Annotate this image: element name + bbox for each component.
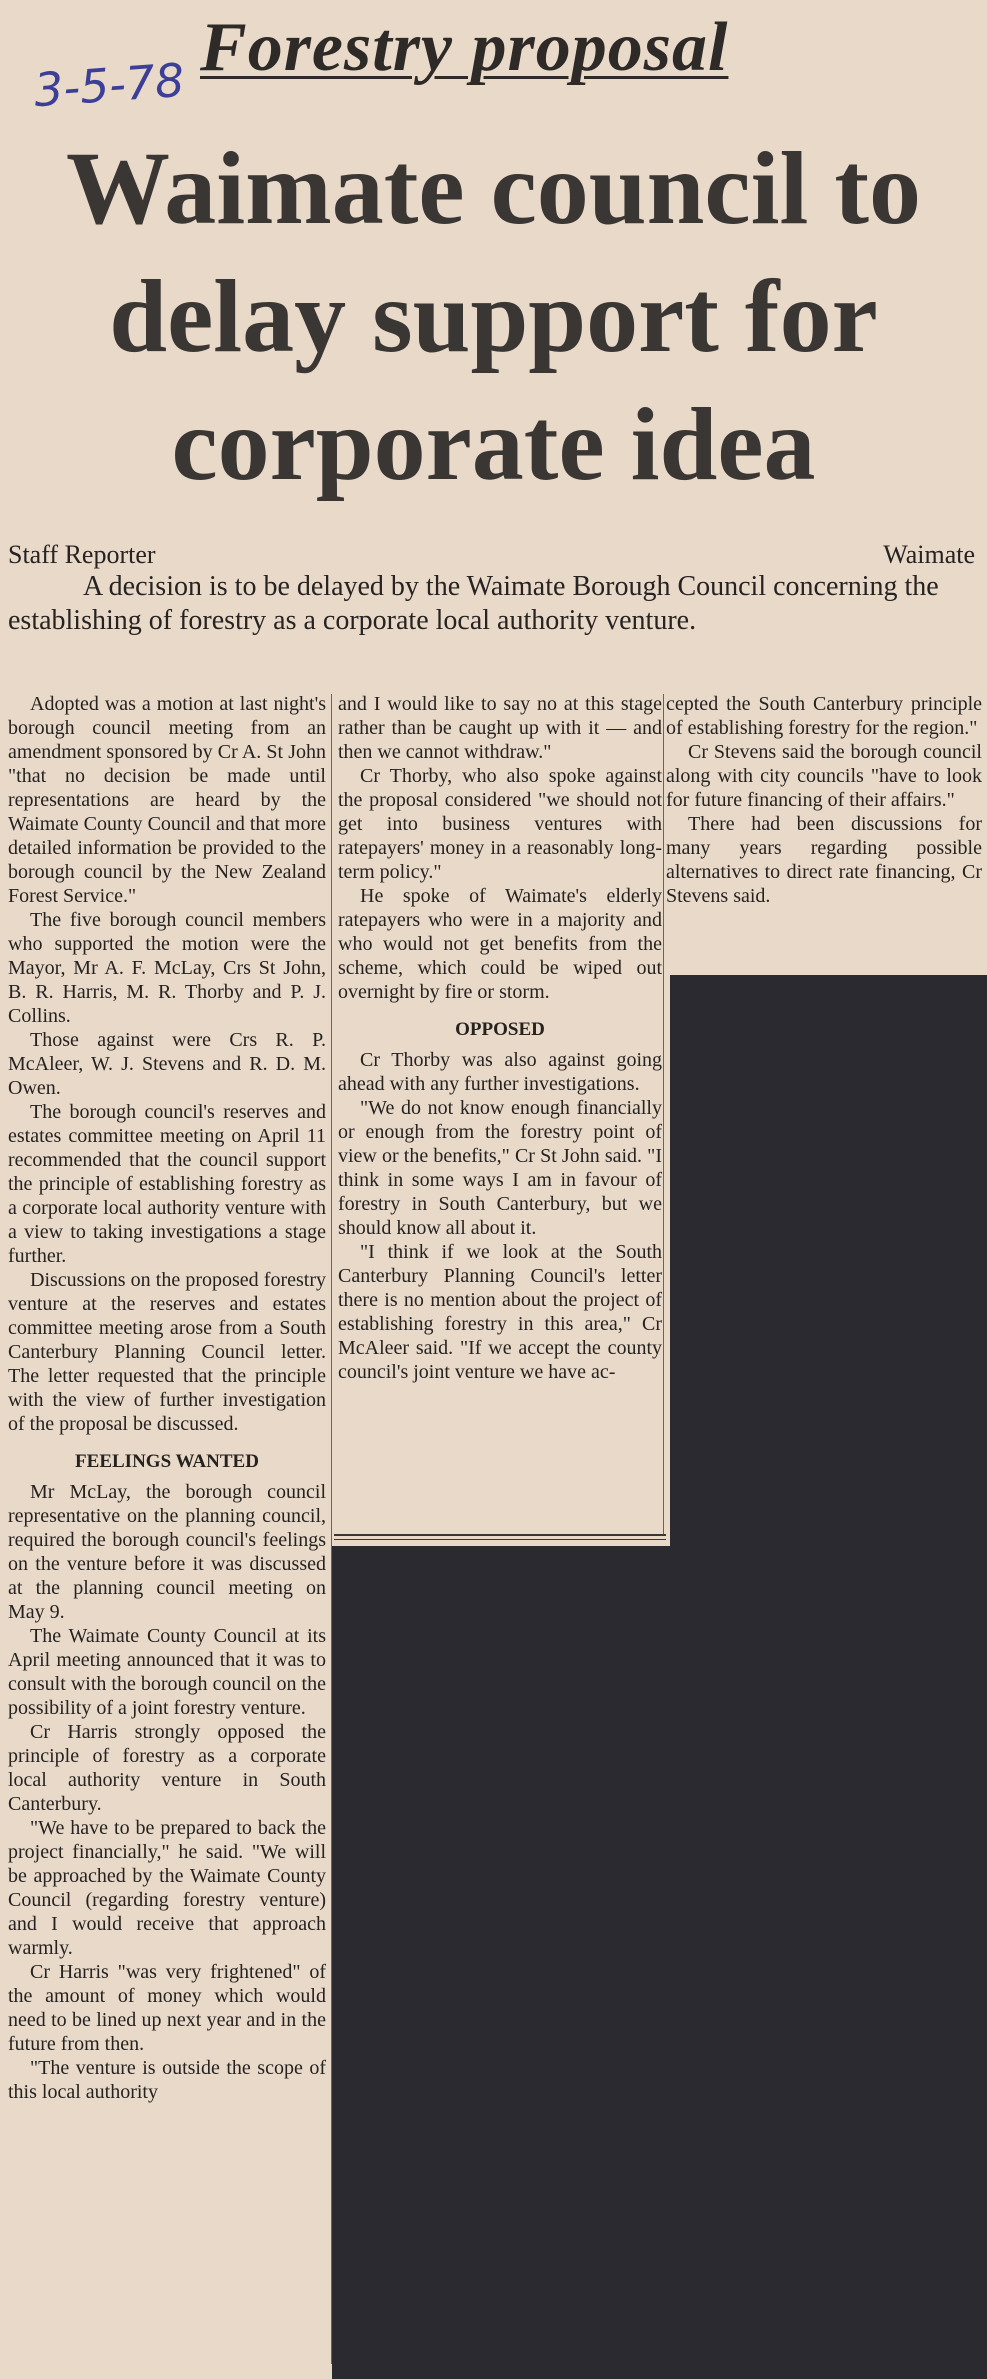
intro-paragraph: A decision is to be delayed by the Waimate Borough Council concerning the establishing of forestry as a corporate local authority venture. (8, 571, 939, 636)
byline-reporter: Staff Reporter (8, 540, 156, 569)
column-separator (331, 694, 332, 2364)
paragraph: The borough council's reserves and estates committee meeting on April 11 recommended that the council support the principle of establishing forestry as a corporate local authority venture with a view to taking investigations a stage further. (8, 1101, 326, 1267)
article-column-1 (8, 692, 326, 2104)
paragraph: Discussions on the proposed forestry venture at the reserves and estates committee meeting arose from a South Canterbury Planning Council letter. The letter requested that the principle with the view of further investigation of the proposal be discussed. (8, 1269, 326, 1435)
paragraph: Adopted was a motion at last night's borough council meeting from an amendment sponsored by Cr A. St John "that no decision be made until representations are heard by the Waimate County Council and that more detailed information be provided to the borough council by the New Zealand Forest Service." (8, 693, 326, 907)
paragraph: Cr Harris strongly opposed the principle of forestry as a corporate local authority venture in South Canterbury. (8, 1721, 326, 1815)
subheading: OPPOSED (455, 1019, 545, 1040)
paragraph: The five borough council members who supported the motion were the Mayor, Mr A. F. McLay, Crs St John, B. R. Harris, M. R. Thorby and P. J. Collins. (8, 909, 326, 1027)
paragraph: There had been discussions for many years regarding possible alternatives to direct rate financing, Cr Stevens said. (666, 813, 982, 907)
paragraph: Those against were Crs R. P. McAleer, W. J. Stevens and R. D. M. Owen. (8, 1029, 326, 1099)
handwritten-date: 3-5-78 (32, 52, 186, 118)
paragraph: "The venture is outside the scope of this local authority (8, 2057, 326, 2103)
paragraph: Cr Harris "was very frightened" of the amount of money which would need to be lined up next year and in the future from then. (8, 1961, 326, 2055)
paragraph: cepted the South Canterbury principle of establishing forestry for the region." (666, 693, 982, 739)
byline-dateline: Waimate (883, 540, 975, 569)
article-column-3 (666, 692, 982, 908)
column-separator (663, 694, 664, 1534)
paragraph: He spoke of Waimate's elderly ratepayers who were in a majority and who would not get benefits from the scheme, which could be wiped out overnight by fire or storm. (338, 885, 662, 1003)
paragraph: The Waimate County Council at its April meeting announced that it was to consult with the borough council on the possibility of a joint forestry venture. (8, 1625, 326, 1719)
paragraph: "I think if we look at the South Canterbury Planning Council's letter there is no mention about the project of establishing forestry in this area," Cr McAleer said. "If we accept the county council's joint venture we have ac- (338, 1241, 662, 1383)
subheading: FEELINGS WANTED (75, 1451, 259, 1472)
paragraph: Cr Stevens said the borough council along with city councils "have to look for future financing of their affairs." (666, 741, 982, 811)
paragraph: Cr Thorby was also against going ahead with any further investigations. (338, 1049, 662, 1095)
end-rule (334, 1534, 666, 1540)
paragraph: "We have to be prepared to back the project financially," he said. "We will be approached by the Waimate County Council (regarding forestry venture) and I would receive that approach warmly. (8, 1817, 326, 1959)
paragraph: and I would like to say no at this stage rather than be caught up with it — and then we cannot withdraw." (338, 693, 662, 763)
article-column-2 (338, 692, 662, 1384)
paragraph: Cr Thorby, who also spoke against the proposal considered "we should not get into business ventures with ratepayers' money in a reasonably long-term policy." (338, 765, 662, 883)
kicker-heading: Forestry proposal (200, 9, 729, 86)
headline: Waimate council to delay support for corporate idea (65, 131, 921, 502)
paragraph: Mr McLay, the borough council representative on the planning council, required the borough council's feelings on the venture before it was discussed at the planning council meeting on May 9. (8, 1481, 326, 1623)
paragraph: "We do not know enough financially or enough from the forestry point of view or the benefits," Cr St John said. "I think in some ways I am in favour of forestry in South Canterbury, but we should know all about it. (338, 1097, 662, 1239)
